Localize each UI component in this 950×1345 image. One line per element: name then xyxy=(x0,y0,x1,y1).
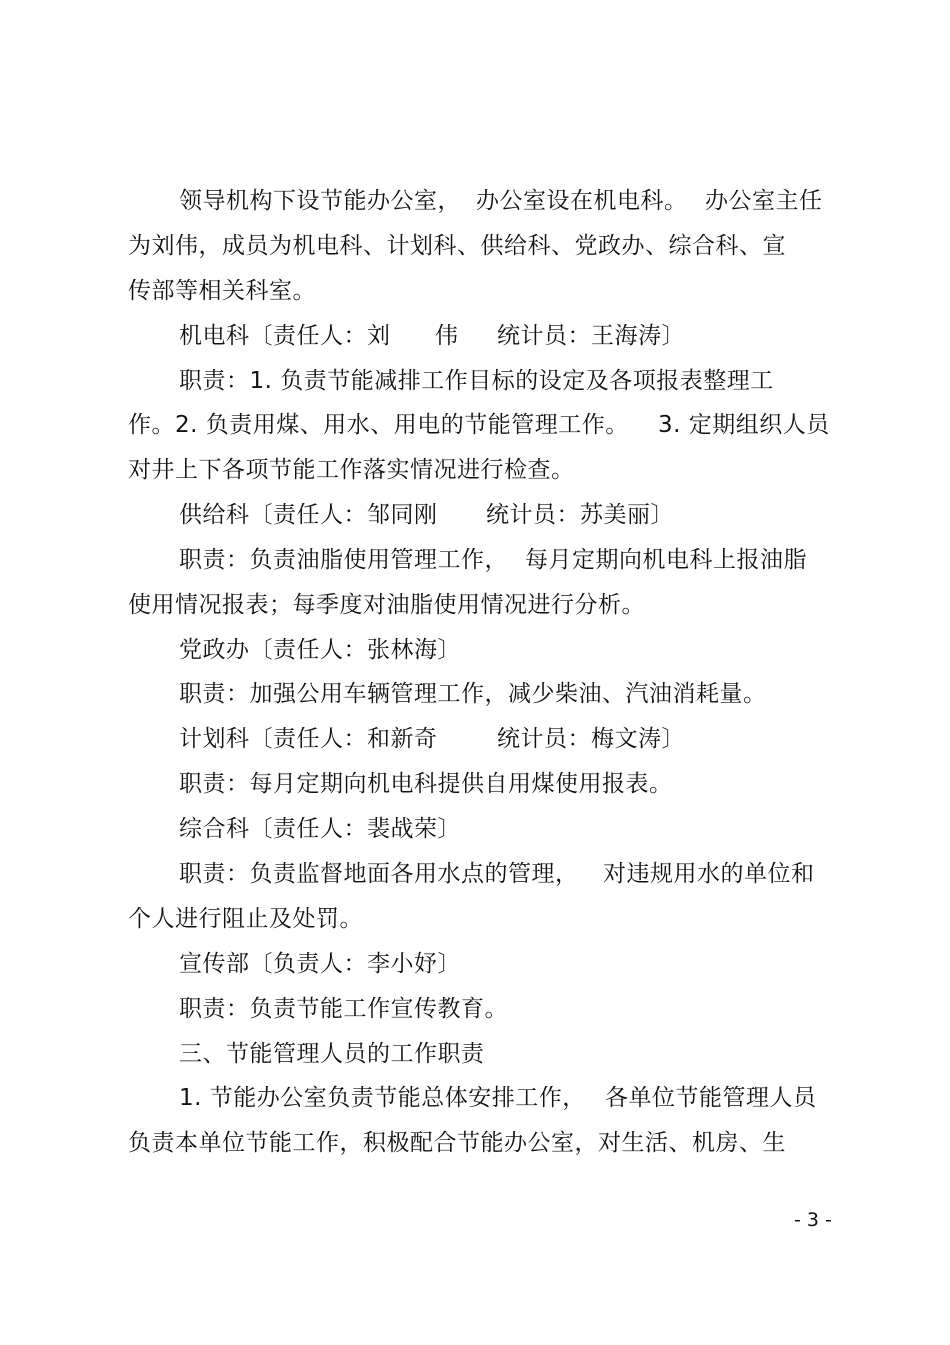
paragraph-line xyxy=(179,500,674,530)
paragraph-line xyxy=(179,859,815,889)
text-segment: 职责：负责监督地面各用水点的管理， xyxy=(179,861,579,887)
text-segment: 职责：每月定期向机电科提供自用煤使用报表。 xyxy=(179,771,673,797)
text-segment: 为刘伟，成员为机电科、计划科、供给科、党政办、综合科、宣 xyxy=(128,233,786,259)
paragraph-line xyxy=(179,814,461,844)
paragraph-line xyxy=(128,455,575,485)
text-segment: 伟 xyxy=(435,323,459,349)
text-segment: 负责本单位节能工作，积极配合节能办公室，对生活、机房、生 xyxy=(128,1130,786,1156)
section-heading xyxy=(179,1039,485,1069)
text-segment: 职责：1. 负责节能减排工作目标的设定及各项报表整理工 xyxy=(179,368,774,394)
text-segment: 宣传部〔负责人：李小妤〕 xyxy=(179,951,461,977)
text-segment: 使用情况报表；每季度对油脂使用情况进行分析。 xyxy=(128,592,645,618)
paragraph-line xyxy=(179,366,774,396)
text-segment: 对违规用水的单位和 xyxy=(603,861,815,887)
paragraph-line xyxy=(179,769,673,799)
text-segment: 办公室设在机电科。 xyxy=(476,188,688,214)
page-number: - 3 - xyxy=(794,1209,832,1231)
text-segment: 三、节能管理人员的工作职责 xyxy=(179,1041,485,1067)
text-segment: 对井上下各项节能工作落实情况进行检查。 xyxy=(128,457,575,483)
text-segment: 作。2. 负责用煤、用水、用电的节能管理工作。 xyxy=(128,412,629,438)
text-segment: 机电科〔责任人：刘 xyxy=(179,323,391,349)
paragraph-line xyxy=(179,321,685,351)
paragraph-line xyxy=(179,949,461,979)
paragraph-line xyxy=(179,186,823,216)
text-segment: 1. 节能办公室负责节能总体安排工作， xyxy=(179,1085,586,1111)
text-segment: 供给科〔责任人：邹同刚 xyxy=(179,502,438,528)
text-segment: 综合科〔责任人：裴战荣〕 xyxy=(179,816,461,842)
paragraph-line xyxy=(128,1128,786,1158)
text-segment: 统计员：王海涛〕 xyxy=(497,323,685,349)
paragraph-line xyxy=(179,994,508,1024)
text-segment: 领导机构下设节能办公室， xyxy=(179,188,461,214)
paragraph-line xyxy=(128,904,363,934)
text-segment: 职责：加强公用车辆管理工作，减少柴油、汽油消耗量。 xyxy=(179,681,767,707)
paragraph-line xyxy=(128,590,645,620)
paragraph-line xyxy=(179,545,807,575)
text-segment: 党政办〔责任人：张林海〕 xyxy=(179,637,461,663)
text-segment: 办公室主任 xyxy=(705,188,823,214)
paragraph-line xyxy=(179,724,685,754)
paragraph-line xyxy=(128,231,786,261)
text-segment: 计划科〔责任人：和新奇 xyxy=(179,726,438,752)
text-segment: 统计员：苏美丽〕 xyxy=(486,502,674,528)
paragraph-line xyxy=(179,1083,817,1113)
text-segment: 职责：负责节能工作宣传教育。 xyxy=(179,996,508,1022)
paragraph-line xyxy=(128,410,830,440)
paragraph-line xyxy=(179,679,767,709)
text-segment: 统计员：梅文涛〕 xyxy=(497,726,685,752)
text-segment: 各单位节能管理人员 xyxy=(605,1085,817,1111)
paragraph-line xyxy=(179,635,461,665)
text-segment: 个人进行阻止及处罚。 xyxy=(128,906,363,932)
text-segment: 3. 定期组织人员 xyxy=(658,412,830,438)
text-segment: 每月定期向机电科上报油脂 xyxy=(525,547,807,573)
text-segment: 传部等相关科室。 xyxy=(128,278,316,304)
text-segment: 职责：负责油脂使用管理工作， xyxy=(179,547,508,573)
paragraph-line xyxy=(128,276,316,306)
